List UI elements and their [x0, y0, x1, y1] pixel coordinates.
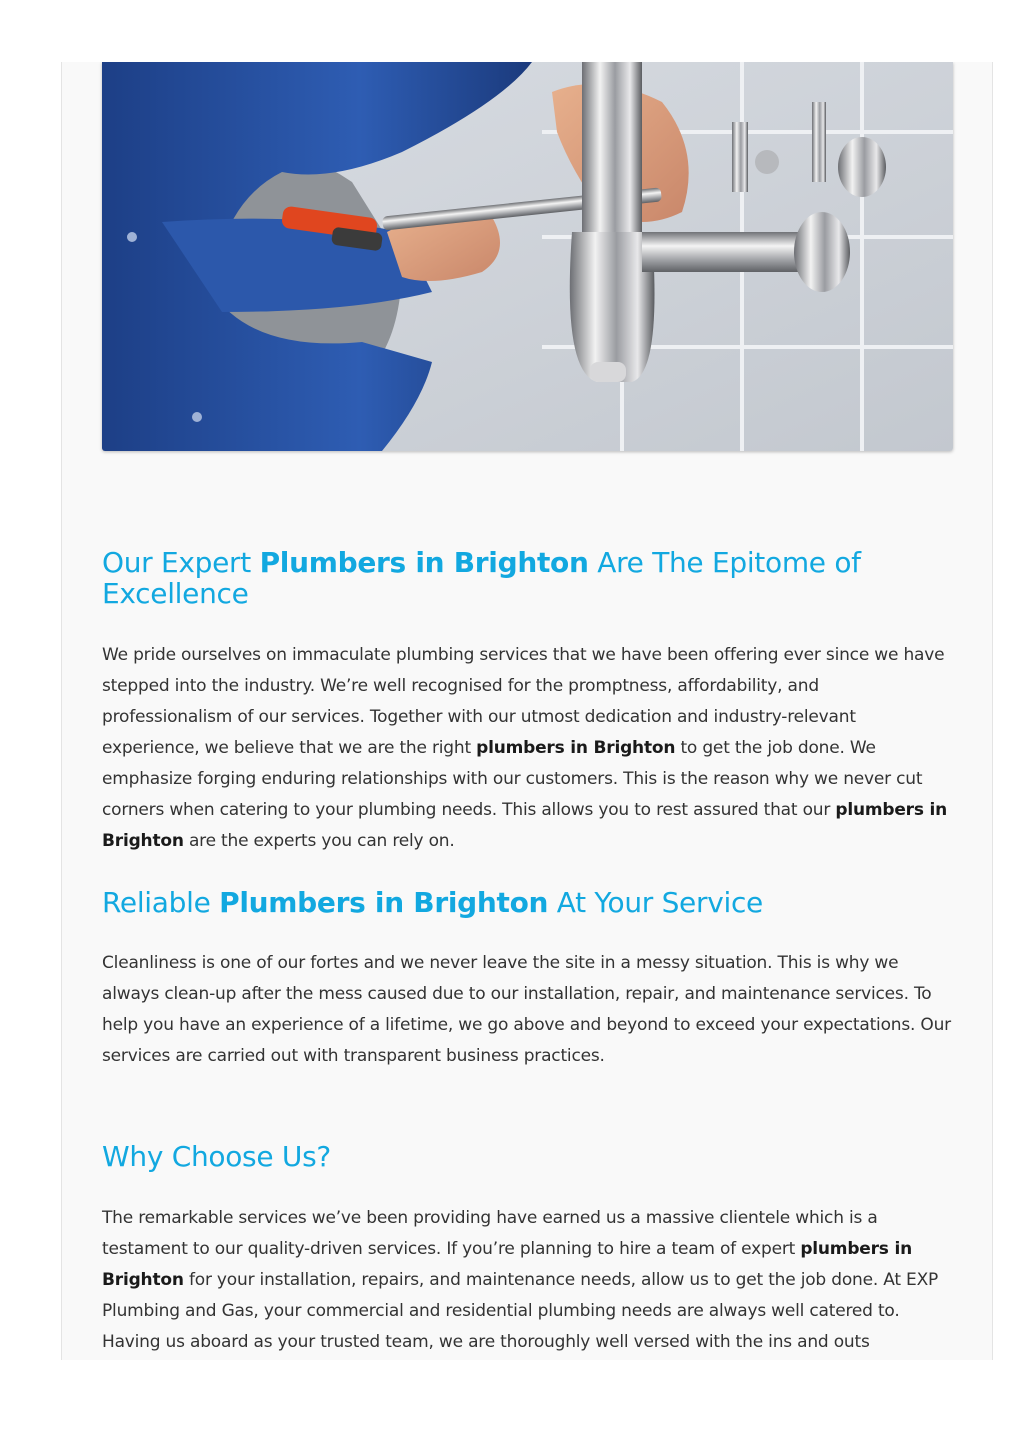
- section-why-choose-body: [102, 1203, 953, 1358]
- section-reliable-body: [102, 948, 953, 1072]
- section-expert-body: [102, 640, 953, 857]
- section-paragraph: The remarkable services we’ve been providing have earned us a massive clientele which is a testament to our quality-driven services. If you’re planning to hire a team of expert plumbers in Brighton for your installation, repairs, and maintenance needs, allow us to get the job done. At EXP Plumbing and Gas, your commercial and residential plumbing needs are always well catered to. Having us aboard as your trusted team, we are thoroughly well versed with the ins and outs: [102, 1208, 939, 1352]
- plumber-fixing-pipe-photo-icon: [102, 62, 953, 451]
- section-reliable: [102, 887, 953, 918]
- content-panel: [61, 62, 993, 1360]
- section-heading: Our Expert Plumbers in Brighton Are The Epitome of Excellence: [102, 546, 861, 610]
- section-heading: Reliable Plumbers in Brighton At Your Service: [102, 886, 763, 919]
- section-heading: Why Choose Us?: [102, 1140, 331, 1173]
- section-why-choose: [102, 1141, 953, 1172]
- hero-image: [102, 62, 953, 451]
- section-paragraph: We pride ourselves on immaculate plumbing services that we have been offering ever since we have stepped into the industry. We’re well recognised for the promptness, affordability, and professionalism of our services. Together with our utmost dedication and industry-relevant experience, we believe that we are the right plumbers in Brighton to get the job done. We emphasize forging enduring relationships with our customers. This is the reason why we never cut corners when catering to your plumbing needs. This allows you to rest assured that our plumbers in Brighton are the experts you can rely on.: [102, 645, 948, 851]
- section-expert: [102, 547, 953, 609]
- section-paragraph: Cleanliness is one of our fortes and we never leave the site in a messy situation. This is why we always clean-up after the mess caused due to our installation, repair, and maintenance services. To help you have an experience of a lifetime, we go above and beyond to exceed your expectations. Our services are carried out with transparent business practices.: [102, 953, 951, 1066]
